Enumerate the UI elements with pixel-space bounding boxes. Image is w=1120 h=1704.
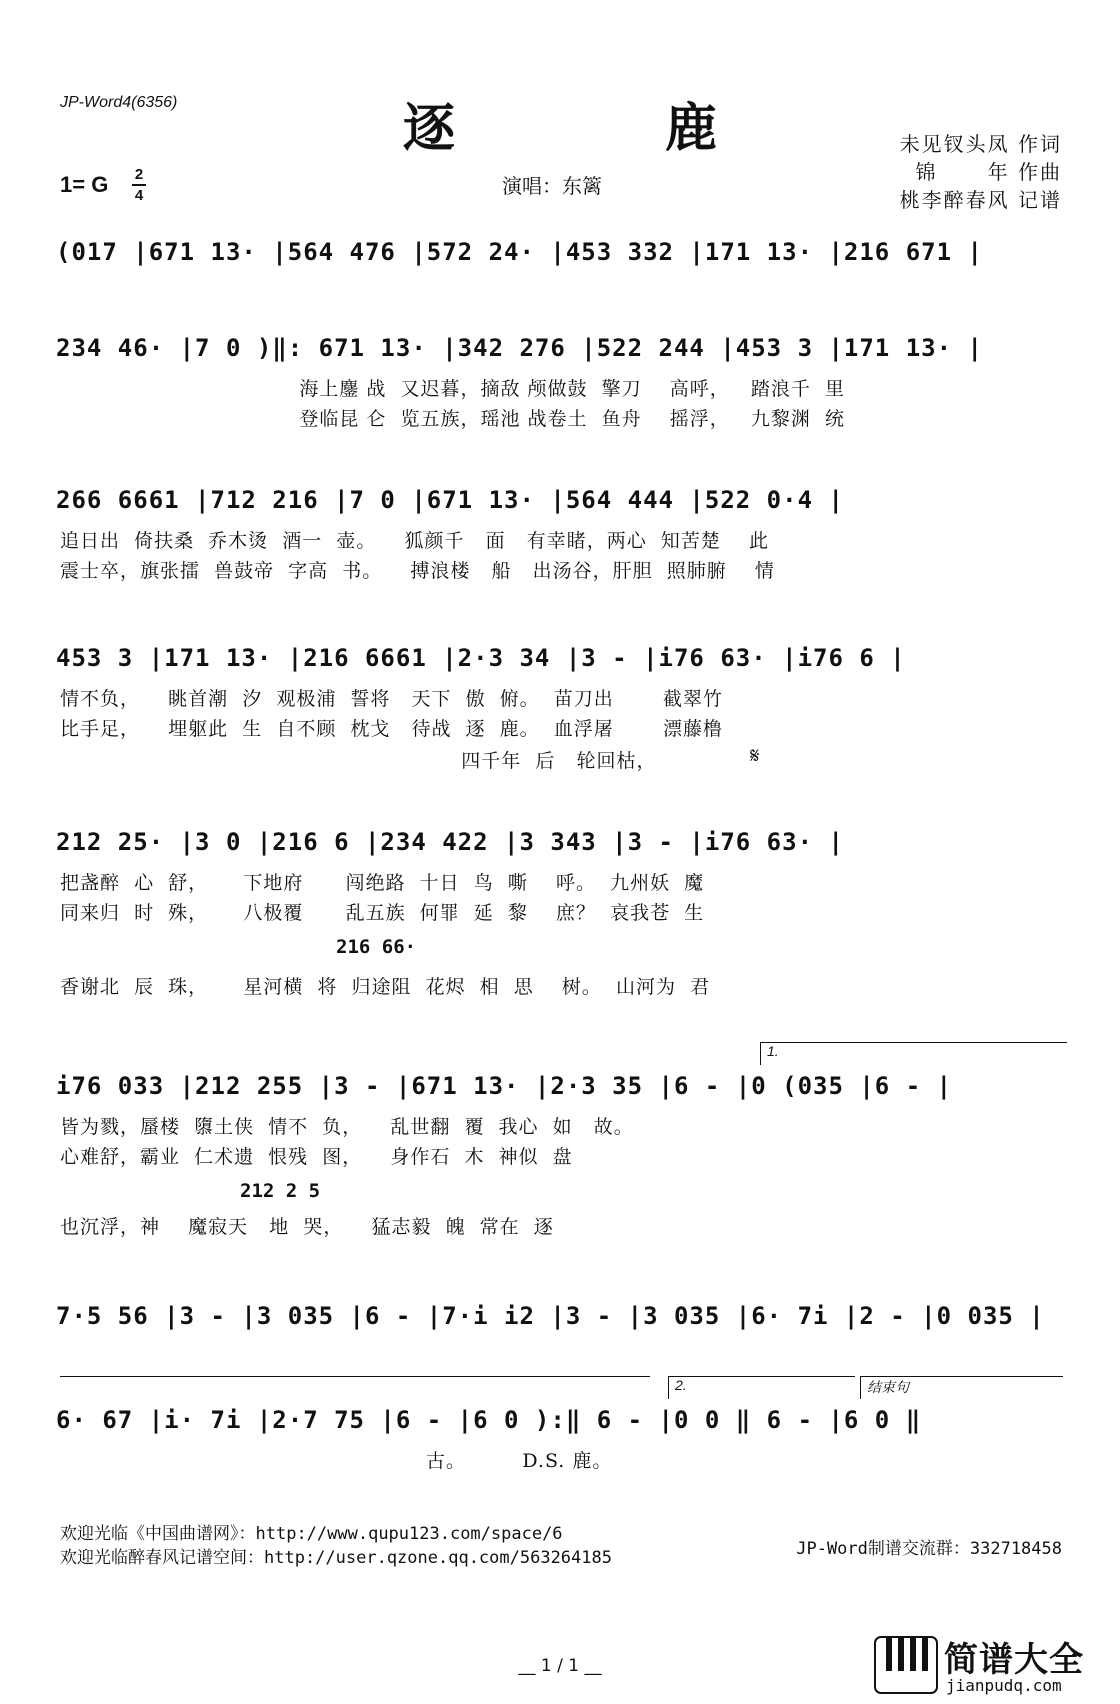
coda-bracket: 结束句 bbox=[860, 1376, 1063, 1399]
lyric-5-verse-1: 把盏醉 心 舒， 下地府 闯绝路 十日 鸟 嘶 呼。 九州妖 魔 bbox=[60, 872, 705, 894]
lyric-6-verse-2: 心难舒，霸业 仁术遗 恨残 图， 身作石 木 神似 盘 bbox=[60, 1146, 573, 1168]
footer-link-2[interactable]: 欢迎光临醉春风记谱空间：http://user.qzone.qq.com/563264185 bbox=[60, 1548, 612, 1568]
alt-notes-6: 212 2 5 bbox=[240, 1180, 321, 1202]
volta-second-ending: 2. bbox=[668, 1376, 855, 1399]
lyricist-credit: 未见钗头凤 作词 bbox=[899, 132, 1062, 156]
staff-line-2: 234 46· |7 0 )‖: 671 13· |342 276 |522 244 |453 3 |171 13· | bbox=[56, 334, 983, 362]
watermark-name: 简谱大全 bbox=[944, 1640, 1084, 1680]
repeat-bracket bbox=[60, 1376, 650, 1399]
lyric-8-verse-1: 古。 D.S. 鹿。 bbox=[60, 1450, 613, 1472]
piano-keys-icon bbox=[874, 1636, 938, 1694]
time-bottom: 4 bbox=[134, 187, 144, 204]
lyric-2-verse-2: 登临昆 仑 览五族，瑶池 战卷土 鱼舟 摇浮， 九黎渊 统 bbox=[60, 408, 845, 430]
staff-line-3: 266 6661 |712 216 |7 0 |671 13· |564 444 |522 0·4 | bbox=[56, 486, 844, 514]
staff-line-6: i76 033 |212 255 |3 - |671 13· |2·3 35 |6 - |0 (035 |6 - | bbox=[56, 1072, 953, 1100]
watermark-logo bbox=[874, 1632, 1114, 1698]
software-label: JP-Word4(6356) bbox=[60, 94, 178, 111]
staff-line-7: 7·5 56 |3 - |3 035 |6 - |7·i i2 |3 - |3 035 |6· 7i |2 - |0 035 | bbox=[56, 1302, 1045, 1330]
segno-sign: 𝄋 bbox=[750, 744, 760, 769]
song-title: 逐 鹿 bbox=[402, 98, 814, 159]
transcriber-credit: 桃李醉春风 记谱 bbox=[899, 188, 1062, 212]
footer-link-1[interactable]: 欢迎光临《中国曲谱网》：http://www.qupu123.com/space/6 bbox=[60, 1524, 563, 1544]
composer-credit: 锦 年 作曲 bbox=[915, 160, 1062, 184]
alt-notes-5: 216 66· bbox=[336, 936, 417, 958]
page-number: __ 1 / 1 __ bbox=[518, 1656, 602, 1676]
lyric-3-verse-1: 追日出 倚扶桑 乔木烫 酒一 壶。 狐颜千 面 有幸睹，两心 知苦楚 此 bbox=[60, 530, 769, 552]
staff-line-5: 212 25· |3 0 |216 6 |234 422 |3 343 |3 - |i76 63· | bbox=[56, 828, 844, 856]
staff-line-8: 6· 67 |i· 7i |2·7 75 |6 - |6 0 ):‖ 6 - |0 0 ‖ 6 - |6 0 ‖ bbox=[56, 1406, 922, 1434]
lyric-4-verse-3: 四千年 后 轮回枯， bbox=[60, 750, 657, 772]
singer-credit: 演唱：东篱 bbox=[502, 174, 602, 198]
lyric-6-verse-3: 也沉浮，神 魔寂天 地 哭， 猛志毅 魄 常在 逐 bbox=[60, 1216, 554, 1238]
time-top: 2 bbox=[134, 166, 144, 183]
staff-line-1: (017 |671 13· |564 476 |572 24· |453 332 |171 13· |216 671 | bbox=[56, 238, 983, 266]
lyric-4-verse-2: 比手足， 埋躯此 生 自不顾 枕戈 待战 逐 鹿。 血浮屠 漂藤橹 bbox=[60, 718, 724, 740]
footer-links bbox=[60, 1522, 612, 1570]
lyric-5-verse-2: 同来归 时 殊， 八极覆 乱五族 何罪 延 黎 庶？ 哀我苍 生 bbox=[60, 902, 705, 924]
watermark-url: jianpudq.com bbox=[946, 1676, 1062, 1695]
lyric-5-verse-3: 香谢北 辰 珠， 星河横 将 归途阻 花烬 相 思 树。 山河为 君 bbox=[60, 976, 711, 998]
lyric-3-verse-2: 震士卒，旗张擂 兽鼓帝 字高 书。 搏浪楼 船 出汤谷，肝胆 照肺腑 情 bbox=[60, 560, 775, 582]
staff-line-4: 453 3 |171 13· |216 6661 |2·3 34 |3 - |i76 63· |i76 6 | bbox=[56, 644, 906, 672]
footer-group-info: JP-Word制谱交流群：332718458 bbox=[796, 1539, 1062, 1559]
volta-first-ending: 1. bbox=[760, 1042, 1067, 1065]
key-signature: 1= G bbox=[60, 172, 109, 197]
time-signature bbox=[132, 166, 146, 204]
lyric-4-verse-1: 情不负， 眺首潮 汐 观极浦 誓将 天下 傲 俯。 苗刀出 截翠竹 bbox=[60, 688, 724, 710]
lyric-2-verse-1: 海上鏖 战 又迟暮，摘敌 颅做鼓 擎刀 高呼， 踏浪千 里 bbox=[60, 378, 845, 400]
lyric-6-verse-1: 皆为戮，蜃楼 隳土侠 情不 负， 乱世翻 覆 我心 如 故。 bbox=[60, 1116, 634, 1138]
